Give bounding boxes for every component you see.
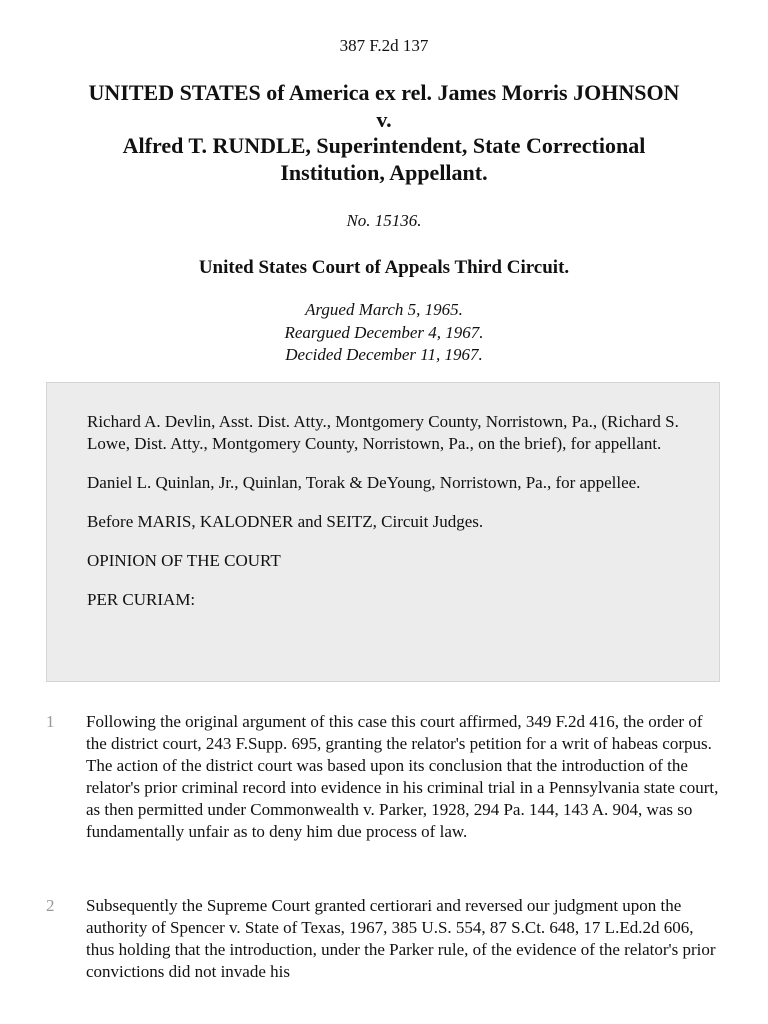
counsel-panel xyxy=(46,382,720,682)
decided-date: Decided December 11, 1967. xyxy=(285,345,483,364)
paragraph-text: Subsequently the Supreme Court granted certiorari and reversed our judgment upon the authority of Spencer v. State of Texas, 1967, 385 U.S. 554, 87 S.Ct. 648, 17 L.Ed.2d 606, thus holding that the introduction, under the Parker rule, of the evidence of the relator's prior convictions did not invade his xyxy=(86,896,716,981)
case-title-relator: UNITED STATES of America ex rel. James Morris JOHNSON xyxy=(88,80,680,105)
reargued-date: Reargued December 4, 1967. xyxy=(284,322,484,342)
case-title-versus: v. xyxy=(376,106,392,132)
paragraph-text: Following the original argument of this case this court affirmed, 349 F.2d 416, the order of the district court, 243 F.Supp. 695, granting the relator's petition for a writ of habeas corpus. The action of the district court was based upon its conclusion that the introduction of the relator's prior criminal record into evidence in his criminal trial in a Pennsylvania state court, as then permitted under Commonwealth v. Parker, 1928, 294 Pa. 144, 143 A. 904, was so fundamentally unfair as to deny him due process of law. xyxy=(86,712,719,841)
case-citation: 387 F.2d 137 xyxy=(339,36,429,55)
paragraph-number: 2 xyxy=(46,896,55,915)
paragraph-number: 1 xyxy=(46,712,55,731)
opinion-heading: OPINION OF THE COURT xyxy=(87,551,281,570)
court-name: United States Court of Appeals Third Circuit. xyxy=(198,257,570,278)
docket-number: No. 15136. xyxy=(346,211,422,230)
argued-date: Argued March 5, 1965. xyxy=(305,300,463,319)
appellant-counsel: Richard A. Devlin, Asst. Dist. Atty., Montgomery County, Norristown, Pa., (Richard S. Lowe, Dist. Atty., Montgomery County, Norristown, Pa., on the brief), for appellant. xyxy=(87,412,679,453)
case-title xyxy=(30,80,738,186)
case-title-respondent-cont: Institution, Appellant. xyxy=(280,159,488,185)
per-curiam-label: PER CURIAM: xyxy=(87,590,196,609)
counsel-content xyxy=(87,411,687,628)
case-title-respondent: Alfred T. RUNDLE, Superintendent, State Correctional xyxy=(122,133,646,158)
appellee-counsel: Daniel L. Quinlan, Jr., Quinlan, Torak & DeYoung, Norristown, Pa., for appellee. xyxy=(87,473,641,492)
case-dates xyxy=(0,299,768,367)
judges-panel: Before MARIS, KALODNER and SEITZ, Circuit Judges. xyxy=(87,512,484,531)
